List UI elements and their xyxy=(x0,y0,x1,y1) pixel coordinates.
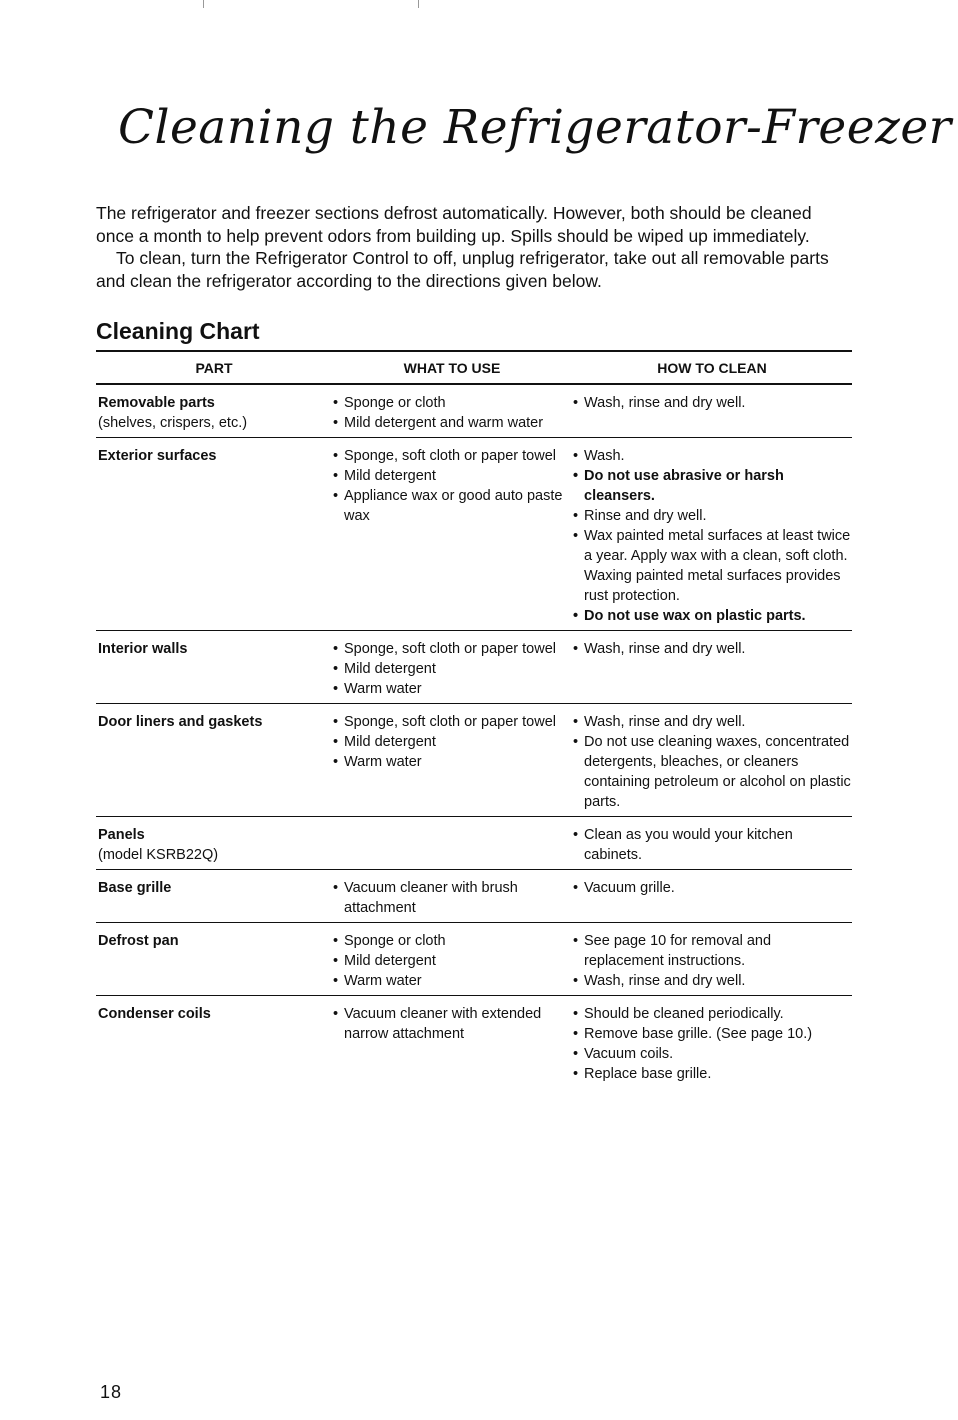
part-note: (shelves, crispers, etc.) xyxy=(98,415,248,431)
table-body xyxy=(96,385,852,1088)
how-to-clean-cell xyxy=(572,878,852,918)
how-to-clean-item: • Vacuum grille. xyxy=(572,878,852,898)
column-header-part: PART xyxy=(195,359,233,376)
part-name: Door liners and gaskets xyxy=(98,714,263,730)
part-cell xyxy=(96,393,332,433)
what-to-use-item: • Mild detergent and warm water xyxy=(332,413,572,433)
what-to-use-item: • Sponge, soft cloth or paper towel xyxy=(332,712,572,732)
crop-mark xyxy=(418,0,419,8)
how-to-clean-cell xyxy=(572,825,852,865)
how-to-clean-cell xyxy=(572,931,852,991)
how-to-clean-item: • Wash, rinse and dry well. xyxy=(572,971,852,991)
how-to-clean-item: • Replace base grille. xyxy=(572,1064,852,1084)
table-header xyxy=(96,352,852,385)
what-to-use-item: • Warm water xyxy=(332,971,572,991)
what-to-use-cell xyxy=(332,639,572,699)
how-to-clean-cell xyxy=(572,712,852,812)
table-row xyxy=(96,704,852,817)
column-header-how-to-clean: HOW TO CLEAN xyxy=(657,359,767,376)
table-row xyxy=(96,438,852,631)
cleaning-chart-table xyxy=(96,350,852,1088)
what-to-use-item: • Sponge, soft cloth or paper towel xyxy=(332,446,572,466)
what-to-use-item: • Warm water xyxy=(332,752,572,772)
how-to-clean-item: • Rinse and dry well. xyxy=(572,506,852,526)
how-to-clean-item: • Wash, rinse and dry well. xyxy=(572,393,852,413)
how-to-clean-item: • Should be cleaned periodically. xyxy=(572,1004,852,1024)
table-row xyxy=(96,385,852,438)
part-cell xyxy=(96,1004,332,1084)
how-to-clean-cell xyxy=(572,1004,852,1084)
how-to-clean-cell xyxy=(572,446,852,626)
part-name: Defrost pan xyxy=(98,933,179,949)
what-to-use-cell xyxy=(332,1004,572,1084)
part-cell xyxy=(96,712,332,812)
what-to-use-item: • Sponge, soft cloth or paper towel xyxy=(332,639,572,659)
part-cell xyxy=(96,446,332,626)
part-cell xyxy=(96,931,332,991)
part-name: Condenser coils xyxy=(98,1006,211,1022)
what-to-use-cell xyxy=(332,931,572,991)
table-row xyxy=(96,996,852,1088)
how-to-clean-item: • Do not use cleaning waxes, concentrated detergents, bleaches, or cleaners containing petroleum or alcohol on plastic parts. xyxy=(572,732,852,812)
how-to-clean-item: • See page 10 for removal and replacement instructions. xyxy=(572,931,852,971)
how-to-clean-cell xyxy=(572,639,852,699)
page-title: Cleaning the Refrigerator-Freezer xyxy=(118,100,952,155)
how-to-clean-item: • Vacuum coils. xyxy=(572,1044,852,1064)
chart-heading: Cleaning Chart xyxy=(96,318,260,344)
column-header-what-to-use: WHAT TO USE xyxy=(403,359,501,376)
table-row xyxy=(96,631,852,704)
what-to-use-item: • Sponge or cloth xyxy=(332,393,572,413)
part-note: (model KSRB22Q) xyxy=(98,847,219,863)
table-row xyxy=(96,923,852,996)
table-row xyxy=(96,817,852,870)
what-to-use-item: • Appliance wax or good auto paste wax xyxy=(332,486,572,526)
what-to-use-cell xyxy=(332,446,572,626)
what-to-use-item: • Sponge or cloth xyxy=(332,931,572,951)
what-to-use-item: • Vacuum cleaner with extended narrow attachment xyxy=(332,1004,572,1044)
how-to-clean-item: • Wash, rinse and dry well. xyxy=(572,639,852,659)
part-cell xyxy=(96,639,332,699)
what-to-use-item: • Warm water xyxy=(332,679,572,699)
intro-text xyxy=(96,202,836,292)
what-to-use-item: • Vacuum cleaner with brush attachment xyxy=(332,878,572,918)
part-cell xyxy=(96,825,332,865)
part-cell xyxy=(96,878,332,918)
what-to-use-item: • Mild detergent xyxy=(332,466,572,486)
how-to-clean-cell xyxy=(572,393,852,433)
how-to-clean-item: • Wax painted metal surfaces at least twice a year. Apply wax with a clean, soft cloth. Waxing painted metal surfaces provides rust protection. xyxy=(572,526,852,606)
how-to-clean-item: • Wash. xyxy=(572,446,852,466)
intro-paragraph-1: The refrigerator and freezer sections defrost automatically. However, both should be cleaned once a month to help prevent odors from building up. Spills should be wiped up immediately. xyxy=(96,203,812,246)
what-to-use-item: • Mild detergent xyxy=(332,659,572,679)
what-to-use-cell xyxy=(332,712,572,812)
how-to-clean-item: • Remove base grille. (See page 10.) xyxy=(572,1024,852,1044)
table-row xyxy=(96,870,852,923)
part-name: Base grille xyxy=(98,880,172,896)
intro-paragraph-2: To clean, turn the Refrigerator Control to off, unplug refrigerator, take out all removable parts and clean the refrigerator according to the directions given below. xyxy=(96,248,829,291)
how-to-clean-item: • Do not use wax on plastic parts. xyxy=(572,606,852,626)
what-to-use-cell xyxy=(332,825,572,865)
page-number: 18 xyxy=(100,1382,123,1402)
what-to-use-cell xyxy=(332,878,572,918)
part-name: Removable parts xyxy=(98,395,215,411)
part-name: Exterior surfaces xyxy=(98,448,217,464)
part-name: Interior walls xyxy=(98,641,188,657)
how-to-clean-item: • Do not use abrasive or harsh cleansers. xyxy=(572,466,852,506)
how-to-clean-item: • Clean as you would your kitchen cabinets. xyxy=(572,825,852,865)
what-to-use-item: • Mild detergent xyxy=(332,732,572,752)
crop-mark xyxy=(203,0,204,8)
part-name: Panels xyxy=(98,827,145,843)
what-to-use-item: • Mild detergent xyxy=(332,951,572,971)
what-to-use-cell xyxy=(332,393,572,433)
how-to-clean-item: • Wash, rinse and dry well. xyxy=(572,712,852,732)
